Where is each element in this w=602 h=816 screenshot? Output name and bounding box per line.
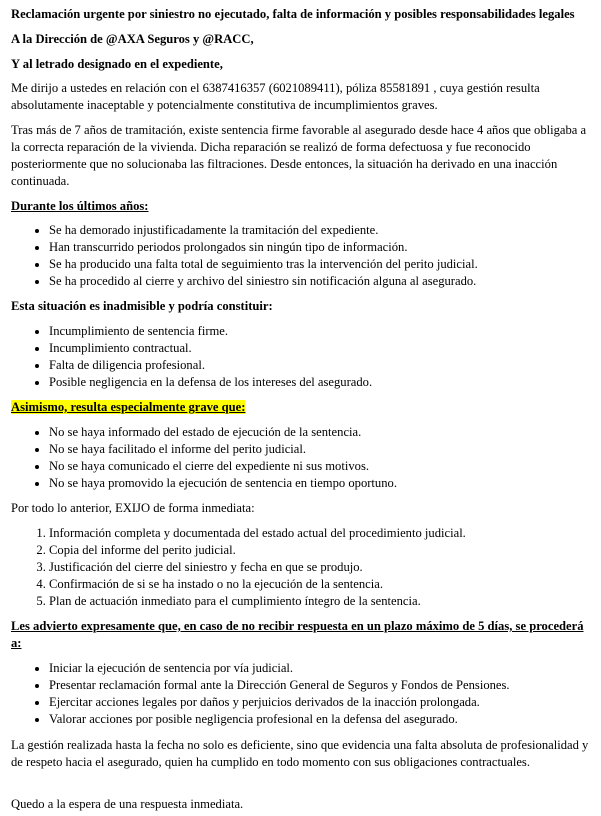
list-item: 3. Justificación del cierre del siniestro y fecha en que se produjo. [49,559,595,576]
list-item: • Valorar acciones por posible negligencia profesional en la defensa del asegurado. [49,711,595,728]
list-item: • No se haya comunicado el cierre del expediente ni sus motivos. [49,458,595,475]
list-item: 1. Información completa y documentada del estado actual del procedimiento judicial. [49,525,595,542]
warning-heading: Les advierto expresamente que, en caso de no recibir respuesta en un plazo máximo de 5 días, se procederá a: [11,619,584,650]
list-item: • No se haya promovido la ejecución de sentencia en tiempo oportuno. [49,475,595,492]
warning-list [11,660,595,728]
list-item: • Presentar reclamación formal ante la Dirección General de Seguros y Fondos de Pensiones. [49,677,595,694]
section2-list [11,323,595,391]
background-paragraph: Tras más de 7 años de tramitación, existe sentencia firme favorable al asegurado desde hace 4 años que obligaba a la correcta reparación de la vivienda. Dicha reparación se realizó de forma defectuosa y fue reconocido posteriormente que no solucionaba las filtraciones. Desde entonces, la situación ha derivado en una inacción continuada. [11,123,587,188]
intro-paragraph: Me dirijo a ustedes en relación con el 6387416357 (6021089411), póliza 85581891 , cuya gestión resulta absolutamente inaceptable y potencialmente constitutiva de incumplimientos graves. [11,81,540,112]
demands-list [11,525,595,610]
list-item: • Falta de diligencia profesional. [49,357,595,374]
list-item: • Han transcurrido periodos prolongados sin ningún tipo de información. [49,239,595,256]
list-item: • Se ha producido una falta total de seguimiento tras la intervención del perito judicial. [49,256,595,273]
recipient-line: A la Dirección de @AXA Seguros y @RACC, [11,32,254,46]
list-item: • Iniciar la ejecución de sentencia por vía judicial. [49,660,595,677]
list-item: • Se ha demorado injustificadamente la tramitación del expediente. [49,222,595,239]
list-item: • Se ha procedido al cierre y archivo del siniestro sin notificación alguna al asegurado. [49,273,595,290]
list-item: 4. Confirmación de si se ha instado o no la ejecución de la sentencia. [49,576,595,593]
subject-line: Reclamación urgente por siniestro no ejecutado, falta de información y posibles responsabilidades legales [11,7,575,21]
list-item: • Incumplimiento contractual. [49,340,595,357]
closing-paragraph: La gestión realizada hasta la fecha no solo es deficiente, sino que evidencia una falta absoluta de profesionalidad y de respeto hacia el asegurado, quien ha cumplido en todo momento con sus obligaciones contractuales. [11,738,589,769]
list-item: 2. Copia del informe del perito judicial. [49,542,595,559]
section3-heading: Asimismo, resulta especialmente grave que: [11,400,246,414]
demands-intro: Por todo lo anterior, EXIJO de forma inmediata: [11,501,255,515]
list-item: • Posible negligencia en la defensa de los intereses del asegurado. [49,374,595,391]
list-item: 5. Plan de actuación inmediato para el cumplimiento íntegro de la sentencia. [49,593,595,610]
list-item: • Incumplimiento de sentencia firme. [49,323,595,340]
list-item: • Ejercitar acciones legales por daños y perjuicios derivados de la inacción prolongada. [49,694,595,711]
list-item: • No se haya informado del estado de ejecución de la sentencia. [49,424,595,441]
list-item: • No se haya facilitado el informe del perito judicial. [49,441,595,458]
section1-list [11,222,595,290]
section1-heading: Durante los últimos años: [11,199,149,213]
section3-list [11,424,595,492]
section2-heading: Esta situación es inadmisible y podría constituir: [11,299,273,313]
lawyer-line: Y al letrado designado en el expediente, [11,57,223,71]
section3-heading-line [11,399,595,416]
signoff-line: Quedo a la espera de una respuesta inmediata. [11,797,244,811]
